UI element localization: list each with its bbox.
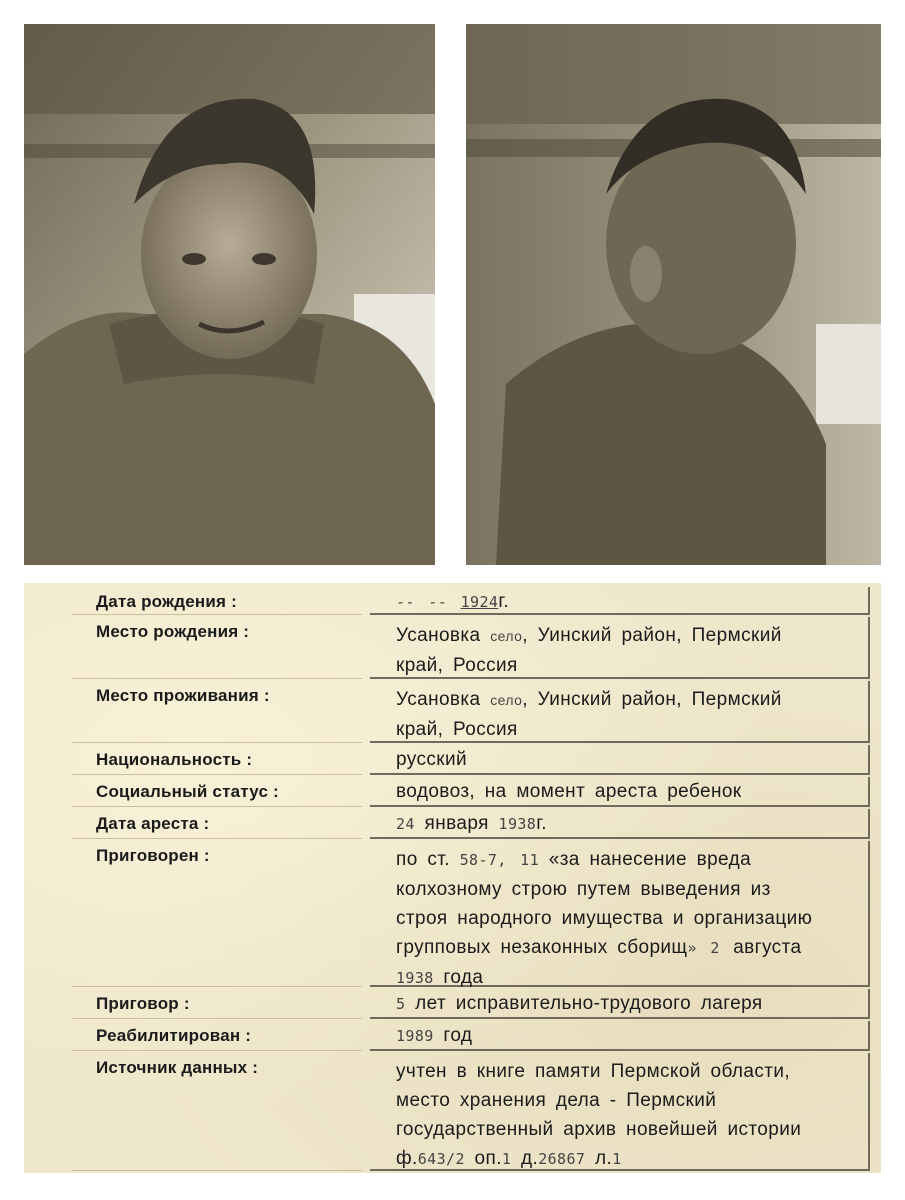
birth-place-region: край, Россия [396,655,518,676]
label-residence: Место проживания : [72,681,362,743]
label-birth-place: Место рождения : [72,617,362,679]
value-nationality: русский [370,745,870,775]
sentenced-article-prefix: по ст. [396,849,460,870]
residence-village: Усановка [396,689,481,710]
value-social-status: водовоз, на момент ареста ребенок [370,777,870,807]
value-source [370,1053,870,1171]
sentenced-day: » 2 [687,939,734,957]
label-source: Источник данных : [72,1053,362,1171]
source-line-1: учтен в книге памяти Пермской области, [396,1061,791,1082]
source-opis: 1 [501,1150,512,1168]
rehabilitated-year: 1989 [396,1027,434,1045]
row-sentenced [24,841,881,987]
source-opis-label: оп. [464,1148,502,1169]
birth-place-type: село [490,628,523,644]
row-birth-date [24,587,881,615]
source-list-label: л. [585,1148,613,1169]
record-card [24,583,881,1173]
arrest-day: 24 [396,815,415,833]
arrest-suffix: г. [536,813,547,834]
row-arrest-date [24,809,881,839]
sentence-years: 5 [396,995,406,1013]
sentenced-reason-3: строя народного имущества и организацию [396,908,813,929]
label-nationality: Национальность : [72,745,362,775]
row-nationality [24,745,881,775]
sentence-text: лет исправительно-трудового лагеря [405,993,763,1014]
label-sentence: Приговор : [72,989,362,1019]
source-delo: 26867 [538,1150,586,1168]
sentenced-article-numbers: 58-7, 11 [459,851,540,869]
value-sentenced [370,841,870,987]
source-fond-label: ф. [396,1148,418,1169]
label-arrest-date: Дата ареста : [72,809,362,839]
value-residence [370,681,870,743]
value-sentence [370,989,870,1019]
source-line-2: место хранения дела - Пермский [396,1090,717,1111]
value-arrest-date [370,809,870,839]
residence-type: село [490,692,523,708]
sentenced-reason-4: групповых незаконных сборищ [396,937,688,958]
row-sentence [24,989,881,1019]
source-delo-label: д. [511,1148,539,1169]
label-sentenced: Приговорен : [72,841,362,987]
sentenced-reason-1: «за нанесение вреда [539,849,752,870]
sentenced-year-word: года [433,967,484,988]
label-birth-date: Дата рождения : [72,587,362,615]
birth-day-month: -- -- [396,593,461,611]
residence-district: , Уинский район, Пермский [522,689,782,710]
sentenced-reason-2: колхозному строю путем выведения из [396,879,771,900]
label-social-status: Социальный статус : [72,777,362,807]
birth-suffix: г. [498,591,510,612]
source-line-3: государственный архив новейшей истории [396,1119,802,1140]
value-birth-date [370,587,870,615]
residence-region: край, Россия [396,719,518,740]
birth-place-district: , Уинский район, Пермский [522,625,782,646]
sentenced-month: августа [733,937,802,958]
row-rehabilitated [24,1021,881,1051]
row-social-status [24,777,881,807]
portrait-profile-photo [466,24,881,565]
source-list: 1 [612,1150,622,1168]
value-birth-place [370,617,870,679]
row-source [24,1053,881,1171]
sentenced-year: 1938 [396,969,434,987]
value-rehabilitated [370,1021,870,1051]
arrest-month: января [414,813,499,834]
birth-year: 1924 [460,593,499,611]
birth-place-village: Усановка [396,625,481,646]
portrait-front-photo [24,24,435,565]
arrest-year: 1938 [498,815,537,833]
source-fond: 643/2 [417,1150,465,1168]
rehabilitated-word: год [433,1025,473,1046]
row-residence [24,681,881,743]
label-rehabilitated: Реабилитирован : [72,1021,362,1051]
row-birth-place [24,617,881,679]
